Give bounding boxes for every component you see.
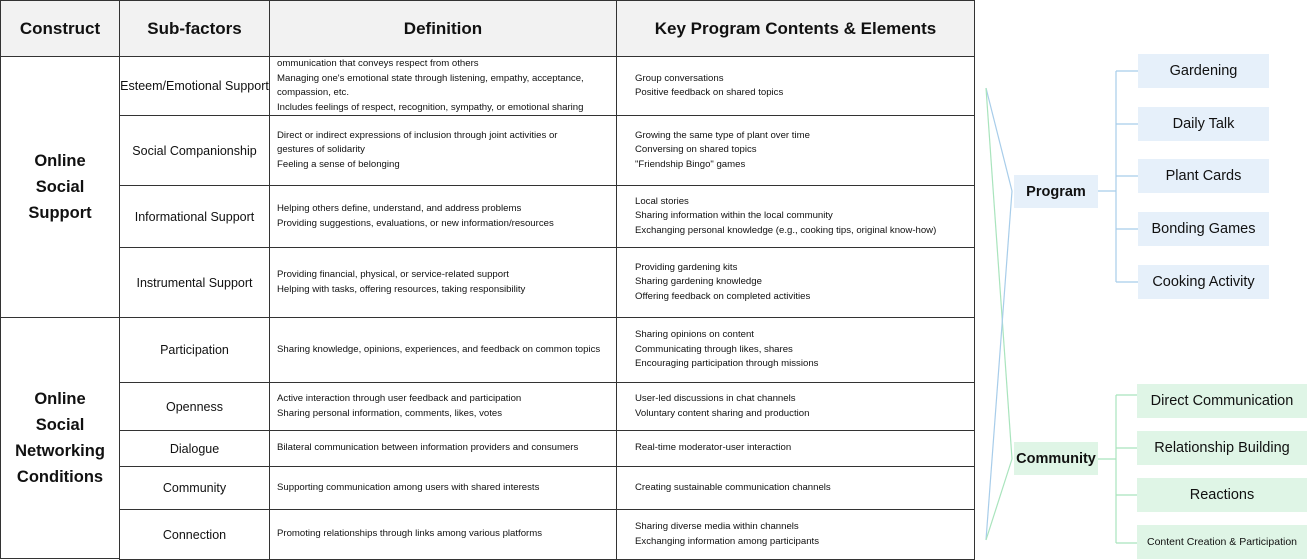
community-hub: Community — [1014, 442, 1098, 475]
program-hub: Program — [1014, 175, 1098, 208]
construct-online-social-networking-conditions — [0, 317, 120, 559]
contents-line: Exchanging personal knowledge (e.g., cooking tips, original know-how) — [635, 224, 937, 236]
connector-line — [986, 88, 1012, 459]
construct-online-social-support — [0, 56, 120, 318]
program-item-bonding-games: Bonding Games — [1138, 212, 1269, 246]
contents-line: Group conversations — [635, 72, 724, 84]
definition-line: ommunication that conveys respect from others — [277, 58, 479, 69]
definition-cell — [269, 317, 617, 383]
definition-cell — [269, 466, 617, 510]
definition-line: Helping others define, understand, and address problems — [277, 203, 522, 214]
subfactor-cell: Participation — [119, 317, 270, 383]
subfactor-cell: Instrumental Support — [119, 247, 270, 318]
contents-cell — [616, 509, 975, 560]
community-item-direct-communication: Direct Communication — [1137, 384, 1307, 418]
subfactor-cell: Community — [119, 466, 270, 510]
definition-cell — [269, 115, 617, 186]
definition-cell — [269, 56, 617, 116]
community-item-content-creation: Content Creation & Participation — [1137, 525, 1307, 559]
definition-line: Helping with tasks, offering resources, taking responsibility — [277, 283, 526, 295]
program-item-gardening: Gardening — [1138, 54, 1269, 88]
definition-line: Sharing knowledge, opinions, experiences, and feedback on common topics — [277, 343, 601, 355]
definition-line: Feeling a sense of belonging — [277, 158, 400, 170]
contents-cell — [616, 115, 975, 186]
definition-line: Managing one's emotional state through listening, empathy, acceptance, — [277, 72, 584, 84]
contents-line: Sharing gardening knowledge — [635, 276, 762, 288]
contents-line: Real-time moderator-user interaction — [635, 442, 792, 454]
contents-line: Conversing on shared topics — [635, 144, 757, 156]
definition-cell — [269, 509, 617, 560]
contents-cell — [616, 247, 975, 318]
contents-line: User-led discussions in chat channels — [635, 393, 796, 404]
definition-cell — [269, 430, 617, 467]
community-item-reactions: Reactions — [1137, 478, 1307, 512]
subfactor-cell: Informational Support — [119, 185, 270, 248]
contents-line: Voluntary content sharing and production — [635, 407, 810, 419]
definition-line: compassion, etc. — [277, 87, 349, 98]
subfactor-cell: Openness — [119, 382, 270, 431]
construct-line: Support — [28, 204, 92, 222]
contents-line: Creating sustainable communication channels — [635, 481, 831, 493]
construct-line: Conditions — [16, 468, 104, 486]
subfactor-cell: Dialogue — [119, 430, 270, 467]
construct-line: Online — [34, 390, 86, 408]
connector-line — [986, 191, 1012, 540]
contents-line: Sharing information within the local community — [635, 210, 833, 222]
definition-line: Providing suggestions, evaluations, or new information/resources — [277, 217, 554, 229]
contents-line: "Friendship Bingo" games — [635, 158, 746, 170]
contents-line: Sharing opinions on content — [635, 329, 754, 341]
program-item-plant-cards: Plant Cards — [1138, 159, 1269, 193]
contents-cell — [616, 56, 975, 116]
contents-line: Providing gardening kits — [635, 261, 738, 273]
contents-cell — [616, 317, 975, 383]
contents-cell — [616, 466, 975, 510]
subfactor-cell: Social Companionship — [119, 115, 270, 186]
definition-line: Supporting communication among users with shared interests — [277, 481, 540, 493]
subfactor-cell: Connection — [119, 509, 270, 560]
definition-line: Promoting relationships through links among various platforms — [277, 528, 543, 540]
community-item-relationship-building: Relationship Building — [1137, 431, 1307, 465]
contents-line: Encouraging participation through missions — [635, 358, 819, 370]
contents-line: Local stories — [635, 195, 689, 207]
construct-line: Networking — [15, 442, 105, 460]
contents-line: Exchanging information among participants — [635, 535, 819, 547]
definition-line: Includes feelings of respect, recognition, sympathy, or emotional sharing — [277, 101, 584, 113]
definition-line: Sharing personal information, comments, likes, votes — [277, 407, 503, 419]
definition-line: Active interaction through user feedback and participation — [277, 393, 522, 404]
header-contents: Key Program Contents & Elements — [616, 0, 975, 57]
definition-line: Bilateral communication between information providers and consumers — [277, 442, 579, 454]
definition-line: gestures of solidarity — [277, 144, 365, 156]
construct-line: Online — [34, 152, 86, 170]
header-subfactors: Sub-factors — [119, 0, 270, 57]
definition-cell — [269, 185, 617, 248]
subfactor-cell: Esteem/Emotional Support — [119, 56, 270, 116]
definition-cell — [269, 247, 617, 318]
connector-line — [986, 459, 1012, 540]
definition-line: Direct or indirect expressions of inclusion through joint activities or — [277, 129, 558, 141]
contents-line: Sharing diverse media within channels — [635, 521, 799, 532]
contents-cell — [616, 382, 975, 431]
contents-line: Growing the same type of plant over time — [635, 129, 810, 141]
contents-line: Offering feedback on completed activities — [635, 290, 811, 302]
program-item-daily-talk: Daily Talk — [1138, 107, 1269, 141]
contents-cell — [616, 185, 975, 248]
contents-cell — [616, 430, 975, 467]
contents-line: Positive feedback on shared topics — [635, 87, 784, 98]
program-item-cooking-activity: Cooking Activity — [1138, 265, 1269, 299]
construct-line: Social — [35, 178, 85, 196]
header-definition: Definition — [269, 0, 617, 57]
definition-cell — [269, 382, 617, 431]
contents-line: Communicating through likes, shares — [635, 343, 793, 355]
definition-line: Providing financial, physical, or service-related support — [277, 269, 509, 280]
header-construct: Construct — [0, 0, 120, 57]
construct-line: Social — [35, 416, 85, 434]
